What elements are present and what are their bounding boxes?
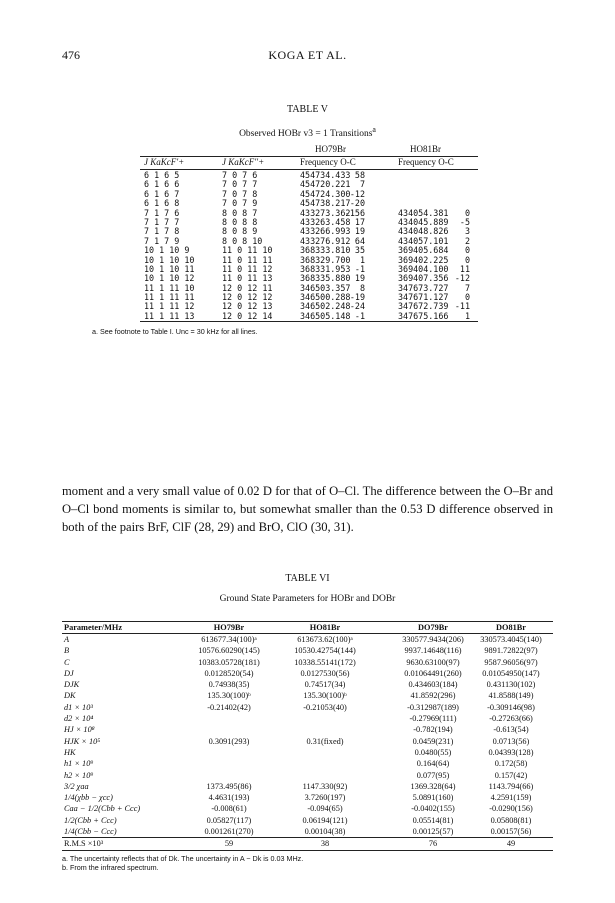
table6-cell: 0.74517(34) — [304, 680, 346, 690]
table6-cell: 1373.495(86) — [206, 781, 252, 791]
table5-cell: -24 — [349, 301, 365, 312]
table6-cell: 38 — [320, 839, 330, 849]
table6-param: d1 × 10³ — [64, 702, 93, 712]
table5-cell: 347672.739 — [398, 301, 449, 312]
table6-cell: -0.21402(42) — [207, 702, 251, 712]
table6-param: DJK — [64, 680, 80, 690]
table6-cell: 0.077(95) — [416, 770, 450, 780]
table6-cell: 10338.55141(172) — [294, 657, 356, 667]
table5-cell: 10 1 10 12 — [144, 273, 195, 284]
table5 — [92, 144, 478, 337]
table5-column-header-row — [140, 158, 478, 169]
table5-cell: 434048.826 — [398, 226, 449, 237]
table5-cell: -12 — [349, 188, 365, 199]
table5-title-note: a — [372, 125, 376, 134]
table6-param: C — [64, 657, 70, 667]
table6-cell: 135.30(100)ᵇ — [207, 691, 251, 701]
table6-param: 1/2(Cbb + Ccc) — [64, 815, 117, 825]
table6-row — [62, 747, 553, 758]
table6-caption — [62, 573, 553, 604]
table6-cell: 9891.72822(97) — [484, 646, 538, 656]
table6-cell: 0.01054950(147) — [482, 668, 540, 678]
table6-row — [62, 781, 553, 792]
table6-cell: 0.00125(57) — [412, 827, 454, 837]
table6-cell: 0.001261(270) — [204, 827, 254, 837]
table6-footnote: a. The uncertainty reflects that of Dk. The uncertainty in A − Dk is 0.03 MHz. — [62, 853, 304, 863]
table6-col-header: HO81Br — [309, 623, 341, 632]
table5-cell: 369404.100 — [398, 263, 449, 274]
table5-cell: 12 0 12 11 — [222, 282, 273, 293]
table6-cell: 9630.63100(97) — [406, 657, 460, 667]
table6-cell: 0.05514(81) — [412, 815, 454, 825]
table6-row — [62, 736, 553, 747]
table5-cell: 12 0 12 13 — [222, 301, 273, 312]
table5-cell: 368331.953 — [300, 263, 351, 274]
table6-cell: 0.434603(184) — [408, 680, 458, 690]
table5-cell: 1 — [464, 310, 470, 321]
table6-title: Ground State Parameters for HOBr and DOBr — [219, 594, 396, 604]
table6-cell: 0.00157(56) — [490, 827, 532, 837]
table6-param: HK — [64, 747, 76, 757]
table5-cell: -19 — [349, 292, 365, 303]
table6-cell: 41.8588(149) — [488, 691, 534, 701]
table5-cell: 369405.684 — [398, 245, 449, 256]
table5-caption — [62, 104, 553, 139]
table6-cell: 10383.05728(181) — [198, 657, 260, 667]
table6-cell: 59 — [224, 839, 234, 849]
table6-cell: 3.7260(197) — [304, 793, 346, 803]
table6-param: HJK × 10⁵ — [64, 736, 101, 746]
table5-cell: 368335.880 — [300, 273, 351, 284]
table5-cell: 454738.217 — [300, 198, 351, 209]
table6-cell: 0.0128520(54) — [204, 668, 254, 678]
table6-cell: 49 — [506, 839, 516, 849]
table6-cell: 330577.9434(206) — [402, 635, 464, 644]
table6-row — [62, 758, 553, 769]
table6-cell: 0.74938(35) — [208, 680, 250, 690]
table6-cell: -0.0402(155) — [411, 804, 455, 814]
table5-group-header: HO79Br — [315, 144, 346, 154]
table5-cell: 10 1 10 9 — [144, 245, 190, 256]
table6-cell: 330573.4045(140) — [480, 635, 542, 644]
table6-cell: -0.782(194) — [413, 725, 453, 735]
table6-bottom-rule — [62, 850, 553, 851]
table5-footnote: a. See footnote to Table I. Unc = 30 kHz for all lines. — [92, 327, 258, 337]
table6-cell: 1143.794(66) — [488, 781, 534, 791]
table5-cell: 8 — [359, 282, 365, 293]
table6-cell: 0.172(58) — [494, 759, 528, 769]
table6-cell: 1369.328(64) — [410, 781, 456, 791]
table6-param: d2 × 10⁴ — [64, 714, 94, 724]
table5-cell: 454720.221 — [300, 179, 351, 190]
table5-cell: 6 1 6 8 — [144, 198, 180, 209]
table5-cell: 434057.101 — [398, 235, 449, 246]
table6-cell: -0.312987(189) — [407, 702, 459, 712]
table6-param: HJ × 10⁸ — [64, 725, 95, 735]
table6-header-row — [62, 622, 553, 633]
table6-cell: 76 — [428, 839, 438, 849]
table6-cell: 4.2591(159) — [490, 793, 532, 803]
table6-cell: 4.4631(193) — [208, 793, 250, 803]
table6-param: 1/4(χbb − χcc) — [64, 793, 113, 803]
table5-cell: 7 1 7 6 — [144, 207, 180, 218]
table6-cell: 0.06194(121) — [302, 815, 348, 825]
table6-param: Caa − 1/2(Cbb + Ccc) — [64, 804, 141, 814]
table5-group-header-row — [140, 145, 478, 156]
table5-cell: 6 1 6 6 — [144, 179, 180, 190]
table5-cell: 11 0 11 13 — [222, 273, 273, 284]
table6-rms-row — [62, 838, 553, 849]
table5-cell: 11 0 11 10 — [222, 245, 273, 256]
table6-col-header: DO81Br — [496, 623, 526, 632]
table6-param: h2 × 10⁹ — [64, 770, 94, 780]
table6-param: DJ — [64, 668, 74, 678]
table5-cell: 8 0 8 10 — [222, 235, 263, 246]
table6-cell: 0.0480(55) — [414, 747, 452, 757]
table5-cell: 11 1 11 11 — [144, 292, 195, 303]
table6-param: R.M.S ×10³ — [64, 839, 104, 849]
page-header — [62, 48, 553, 62]
table5-cell: 17 — [354, 216, 365, 227]
table6-cell: 10576.60290(145) — [198, 646, 260, 656]
table6-row — [62, 668, 553, 679]
table5-cell: 7 0 7 7 — [222, 179, 258, 190]
table5-cell: -11 — [454, 301, 470, 312]
table6-row — [62, 826, 553, 837]
table6-cell: 0.0127530(56) — [300, 668, 350, 678]
table5-row — [140, 312, 478, 321]
table5-cell: 10 1 10 10 — [144, 254, 195, 265]
table6-col-header: DO79Br — [418, 623, 448, 632]
table5-bottom-rule — [140, 321, 478, 322]
table5-cell: 433273.362 — [300, 207, 351, 218]
table5-col-header: J KaKcF'+ — [144, 157, 185, 167]
table5-cell: 7 0 7 9 — [222, 198, 258, 209]
table5-cell: 434054.381 — [398, 207, 449, 218]
table5-cell: 11 — [459, 263, 470, 274]
table5-cell: 346503.357 — [300, 282, 351, 293]
table5-label: TABLE V — [287, 104, 328, 115]
table6-cell: 0.31(fixed) — [306, 736, 344, 746]
table5-col-header: Frequency O-C — [398, 157, 454, 167]
table6-row — [62, 803, 553, 814]
body-paragraph — [62, 482, 553, 537]
table6-row — [62, 770, 553, 781]
table6-param: 3/2 χaa — [64, 781, 89, 791]
table5-cell: 2 — [464, 235, 470, 246]
table5-cell: 35 — [354, 245, 365, 256]
table5-cell: 7 1 7 7 — [144, 216, 180, 227]
table6-row — [62, 724, 553, 735]
table5-cell: -20 — [349, 198, 365, 209]
table6-param: DK — [64, 691, 76, 701]
table5-col-header: Frequency O-C — [300, 157, 356, 167]
table5-cell: 454724.300 — [300, 188, 351, 199]
table5-cell: -1 — [354, 310, 365, 321]
table5-cell: 3 — [464, 226, 470, 237]
table5-cell: 0 — [464, 254, 470, 265]
table5-cell: 0 — [464, 292, 470, 303]
table6-cell: 9587.96056(97) — [484, 657, 538, 667]
table5-cell: 8 0 8 9 — [222, 226, 258, 237]
table5-cell: 368329.700 — [300, 254, 351, 265]
table5-cell: 347675.166 — [398, 310, 449, 321]
table5-cell: 7 1 7 8 — [144, 226, 180, 237]
table6-cell: -0.008(61) — [211, 804, 247, 814]
table6-cell: 0.01064491(260) — [404, 668, 462, 678]
table6-cell: 1147.330(92) — [302, 781, 348, 791]
table6-param: A — [64, 635, 70, 644]
table6-row — [62, 792, 553, 803]
table6-col-header: HO79Br — [213, 623, 245, 632]
table6 — [62, 621, 553, 872]
table6-cell: 41.8592(296) — [410, 691, 456, 701]
table6-cell: 0.157(42) — [494, 770, 528, 780]
table5-cell: 10 1 10 11 — [144, 263, 195, 274]
table6-cell: 0.431130(102) — [486, 680, 536, 690]
table5-cell: 6 1 6 5 — [144, 170, 180, 180]
table6-label: TABLE VI — [285, 573, 330, 584]
table5-cell: -12 — [454, 273, 470, 284]
table5-title: Observed HOBr v3 = 1 Transitions — [239, 129, 373, 140]
table5-cell: 11 0 11 12 — [222, 263, 273, 274]
table5-cell: 454734.433 — [300, 170, 351, 180]
table5-cell: 369407.356 — [398, 273, 449, 284]
table5-cell: 12 0 12 14 — [222, 310, 273, 321]
table6-cell: 0.05808(81) — [490, 815, 532, 825]
table6-param: h1 × 10⁹ — [64, 759, 94, 769]
table6-cell: 0.3091(293) — [208, 736, 250, 746]
table6-cell: 10530.42754(144) — [294, 646, 356, 656]
table6-cell: 9937.14648(116) — [404, 646, 462, 656]
table5-cell: 12 0 12 12 — [222, 292, 273, 303]
table5-cell: 19 — [354, 226, 365, 237]
table6-cell: 0.04393(128) — [488, 747, 534, 757]
table6-cell: -0.309146(98) — [487, 702, 535, 712]
table6-cell: 135.30(100)ᵇ — [303, 691, 347, 701]
table5-body — [140, 171, 478, 321]
paragraph-text: moment and a very small value of 0.02 D for that of O–Cl. The difference between the O–Br and O–Cl bond moments is similar to, but somewhat smaller than the 0.53 D difference observed in both of the pairs BrF, ClF (28, 29) and BrO, ClO (30, 31). — [62, 484, 553, 535]
table5-cell: 8 0 8 8 — [222, 216, 258, 227]
table5-cell: 11 1 11 13 — [144, 310, 195, 321]
table5-cell: 7 1 7 9 — [144, 235, 180, 246]
table5-cell: 7 0 7 8 — [222, 188, 258, 199]
table6-cell: 0.05827(117) — [206, 815, 252, 825]
table5-cell: 346505.148 — [300, 310, 351, 321]
table6-cell: -0.21053(40) — [303, 702, 347, 712]
table6-cell: -0.613(54) — [493, 725, 529, 735]
table5-group-header: HO81Br — [410, 144, 441, 154]
table6-cell: -0.0290(156) — [489, 804, 533, 814]
table6-row — [62, 690, 553, 701]
table5-cell: 368333.810 — [300, 245, 351, 256]
table5-cell: 0 — [464, 207, 470, 218]
table5-cell: 7 — [464, 282, 470, 293]
table5-cell: 433276.912 — [300, 235, 351, 246]
table5-cell: 346500.288 — [300, 292, 351, 303]
table5-cell: 11 1 11 10 — [144, 282, 195, 293]
running-title: KOGA ET AL. — [268, 48, 347, 62]
table5-cell: 11 1 11 12 — [144, 301, 195, 312]
table6-row — [62, 713, 553, 724]
table6-body — [62, 634, 553, 850]
table6-footnote: b. From the infrared spectrum. — [62, 862, 159, 872]
table5-cell: 0 — [464, 245, 470, 256]
table5-cell: 64 — [354, 235, 365, 246]
table6-cell: 613673.62(100)ᵃ — [297, 635, 353, 644]
table6-row — [62, 657, 553, 668]
table6-cell: 613677.34(100)ᵃ — [201, 635, 257, 644]
table5-cell: 346502.248 — [300, 301, 351, 312]
table6-param: B — [64, 646, 70, 656]
page-number: 476 — [62, 48, 80, 62]
table6-row — [62, 645, 553, 656]
table6-cell: 0.164(64) — [416, 759, 450, 769]
table6-footnotes — [62, 854, 553, 872]
table6-cell: -0.27969(111) — [409, 714, 457, 724]
table5-cell: 434045.889 — [398, 216, 449, 227]
table6-row — [62, 702, 553, 713]
table6-cell: -0.094(65) — [307, 804, 343, 814]
table5-cell: 7 — [359, 179, 365, 190]
table5-cell: 58 — [354, 170, 365, 180]
table6-param: 1/4(Cbb − Ccc) — [64, 827, 117, 837]
table5-cell: 1 — [359, 254, 365, 265]
table5-col-header: J KaKcF''+ — [222, 157, 265, 167]
table6-cell: 0.00104(38) — [304, 827, 346, 837]
table6-row — [62, 815, 553, 826]
table5-cell: -5 — [459, 216, 470, 227]
table5-cell: 6 1 6 7 — [144, 188, 180, 199]
table5-cell: 11 0 11 11 — [222, 254, 273, 265]
table6-cell: 0.0459(231) — [412, 736, 454, 746]
table5-cell: 7 0 7 6 — [222, 170, 258, 180]
table6-row — [62, 679, 553, 690]
table6-cell: 5.0891(160) — [412, 793, 454, 803]
table5-cell: 347671.127 — [398, 292, 449, 303]
table6-row — [62, 634, 553, 645]
table6-col-header: Parameter/MHz — [64, 623, 123, 632]
table5-cell: 8 0 8 7 — [222, 207, 258, 218]
table6-cell: -0.27263(66) — [489, 714, 533, 724]
table5-cell: 347673.727 — [398, 282, 449, 293]
table5-cell: -156 — [344, 207, 365, 218]
table5-cell: -1 — [354, 263, 365, 274]
table5-cell: 19 — [354, 273, 365, 284]
table5-cell: 433266.993 — [300, 226, 351, 237]
table6-cell: 0.0713(56) — [492, 736, 530, 746]
table5-cell: 369402.225 — [398, 254, 449, 265]
table5-cell: 433263.458 — [300, 216, 351, 227]
